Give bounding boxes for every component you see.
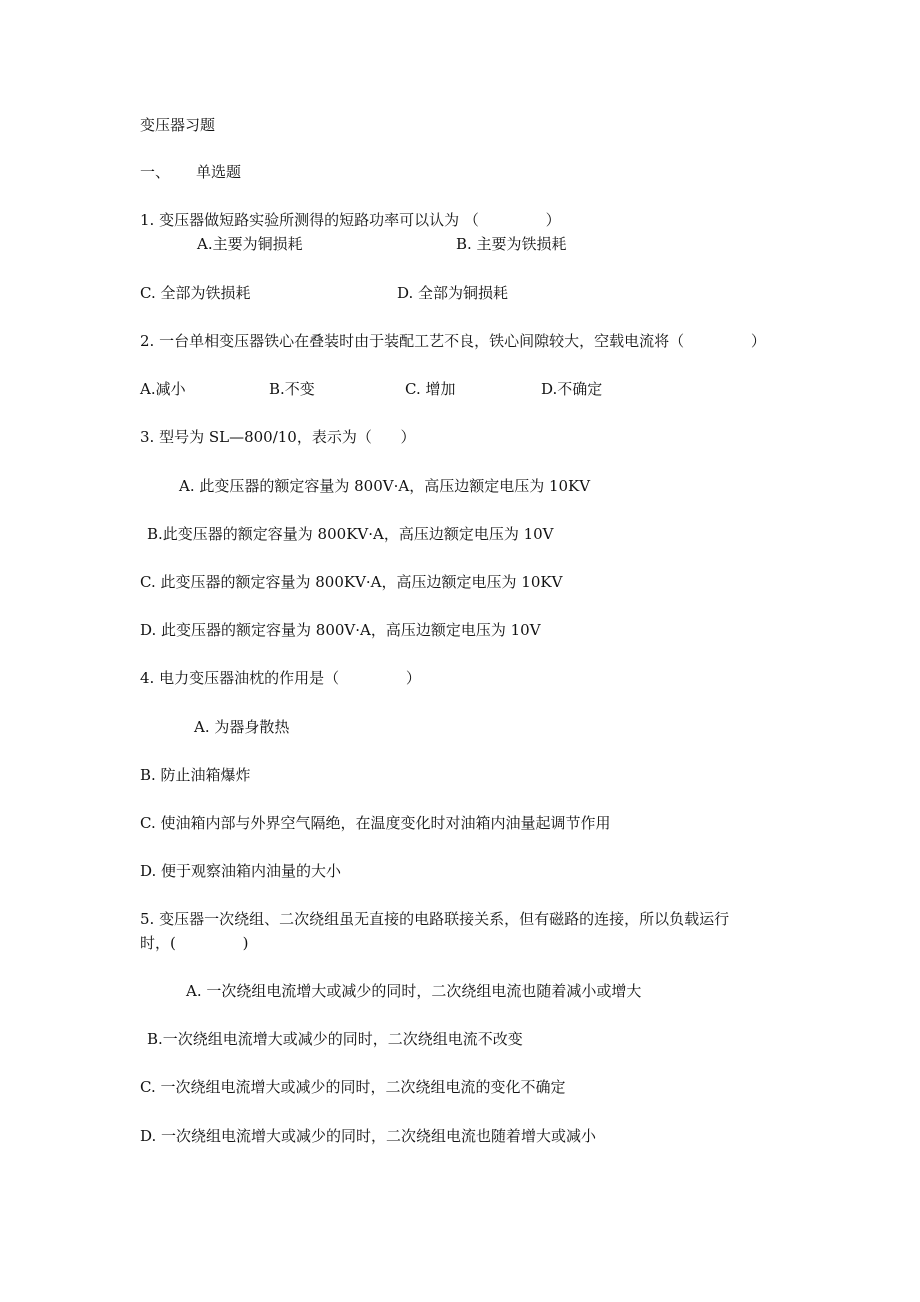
question-3-option-c: C. 此变压器的额定容量为 800KV·A，高压边额定电压为 10KV bbox=[140, 573, 563, 591]
question-3-stem: 3. 型号为 SL—800/10，表示为（ ） bbox=[140, 428, 416, 446]
section-number: 一、 bbox=[140, 163, 171, 181]
question-5-option-a: A. 一次绕组电流增大或减少的同时，二次绕组电流也随着减小或增大 bbox=[186, 982, 642, 1000]
question-5-option-b: B.一次绕组电流增大或减少的同时，二次绕组电流不改变 bbox=[147, 1030, 523, 1048]
question-5-option-d: D. 一次绕组电流增大或减少的同时，二次绕组电流也随着增大或减小 bbox=[140, 1127, 597, 1145]
question-1-option-d: D. 全部为铜损耗 bbox=[397, 284, 509, 302]
question-2-option-c: C. 增加 bbox=[405, 380, 456, 398]
question-5-option-c: C. 一次绕组电流增大或减少的同时，二次绕组电流的变化不确定 bbox=[140, 1078, 566, 1096]
question-3-option-b: B.此变压器的额定容量为 800KV·A，高压边额定电压为 10V bbox=[147, 525, 554, 543]
question-2-option-d: D.不确定 bbox=[541, 380, 603, 398]
question-2-stem: 2. 一台单相变压器铁心在叠装时由于装配工艺不良，铁心间隙较大，空载电流将（ ） bbox=[140, 332, 766, 350]
question-1-option-a: A.主要为铜损耗 bbox=[197, 235, 303, 253]
section-heading: 单选题 bbox=[196, 163, 242, 181]
question-3-option-d: D. 此变压器的额定容量为 800V·A，高压边额定电压为 10V bbox=[140, 621, 541, 639]
question-5-stem-line-2: 时，( ) bbox=[140, 934, 249, 952]
question-1-option-b: B. 主要为铁损耗 bbox=[456, 235, 567, 253]
question-4-option-c: C. 使油箱内部与外界空气隔绝，在温度变化时对油箱内油量起调节作用 bbox=[140, 814, 611, 832]
question-4-stem: 4. 电力变压器油枕的作用是（ ） bbox=[140, 669, 421, 687]
question-2-option-a: A.减小 bbox=[140, 380, 186, 398]
question-4-option-d: D. 便于观察油箱内油量的大小 bbox=[140, 862, 342, 880]
question-5-stem-line-1: 5. 变压器一次绕组、二次绕组虽无直接的电路联接关系，但有磁路的连接，所以负载运行 bbox=[140, 910, 730, 928]
question-3-option-a: A. 此变压器的额定容量为 800V·A，高压边额定电压为 10KV bbox=[179, 477, 591, 495]
document-title: 变压器习题 bbox=[140, 116, 216, 134]
question-4-option-a: A. 为器身散热 bbox=[194, 718, 290, 736]
question-4-option-b: B. 防止油箱爆炸 bbox=[140, 766, 251, 784]
question-1-stem: 1. 变压器做短路实验所测得的短路功率可以认为 （ ） bbox=[140, 211, 561, 229]
question-1-option-c: C. 全部为铁损耗 bbox=[140, 284, 251, 302]
question-2-option-b: B.不变 bbox=[269, 380, 315, 398]
